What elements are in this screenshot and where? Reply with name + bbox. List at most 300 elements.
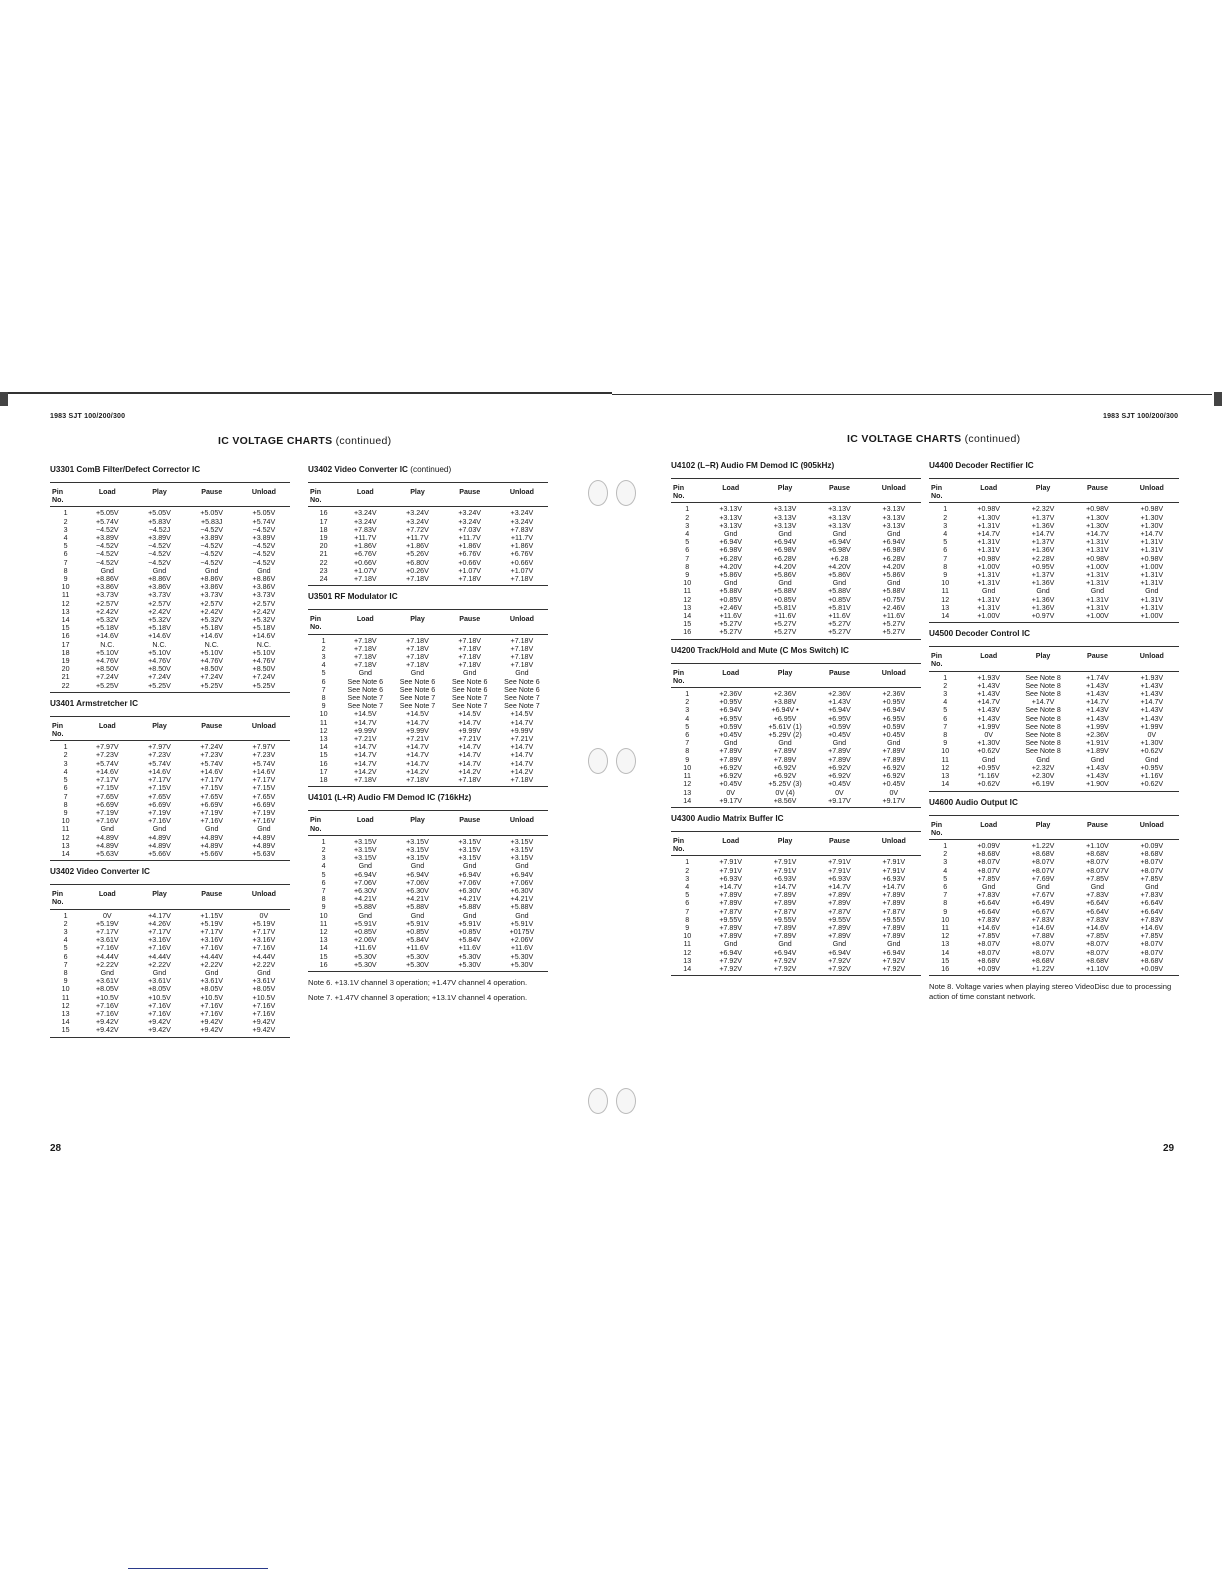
voltage-cell: +3.13V: [828, 521, 851, 530]
voltage-cell: +2.57V: [95, 599, 119, 608]
voltage-cell: 0V (4): [775, 788, 795, 797]
table-row: [50, 567, 290, 575]
voltage-cell: Gnd: [1036, 755, 1050, 764]
table-row: [671, 563, 921, 571]
voltage-cell: +1.31V: [977, 579, 1001, 588]
table-title: U4500 Decoder Control IC: [929, 629, 1031, 639]
voltage-cell: +8.86V: [200, 575, 224, 584]
voltage-cell: +2.46V: [882, 603, 906, 612]
voltage-cell: +3.16V: [252, 936, 276, 945]
voltage-cell: Gnd: [1145, 882, 1159, 891]
voltage-cell: +7.89V: [882, 899, 906, 908]
voltage-cell: +7.92V: [758, 965, 812, 976]
pin-number: 4: [321, 661, 326, 670]
voltage-cell: +6.92V: [828, 772, 851, 781]
voltage-cell: +6.64V: [1140, 899, 1164, 908]
voltage-cell: +7.18V: [353, 653, 377, 662]
pin-number: 10: [941, 747, 950, 756]
voltage-cell: +0.98V: [977, 554, 1001, 563]
voltage-cell: +7.16V: [200, 817, 224, 826]
voltage-cell: −4.52V: [252, 550, 276, 559]
table-row: [50, 682, 290, 693]
pin-number: 2: [685, 866, 690, 875]
voltage-table: [308, 482, 548, 586]
voltage-cell: +7.18V: [339, 575, 391, 586]
voltage-cell: +7.85V: [977, 874, 1001, 883]
pin-number: 3: [63, 759, 68, 768]
voltage-cell: +7.23V: [200, 751, 224, 760]
voltage-cell: +5.86V: [719, 571, 743, 580]
table-row: [50, 842, 290, 850]
voltage-cell: See Note 8: [1025, 706, 1061, 715]
voltage-cell: +7.18V: [510, 653, 534, 662]
table-row: [671, 764, 921, 772]
voltage-cell: +0.45V: [882, 731, 906, 740]
left-column-1: [50, 465, 290, 1044]
voltage-cell: +6.67V: [1031, 907, 1055, 916]
voltage-cell: +5.88V: [773, 587, 797, 596]
voltage-cell: +2.57V: [200, 599, 224, 608]
voltage-cell: See Note 6: [347, 677, 384, 686]
voltage-cell: +6.64V: [977, 899, 1001, 908]
voltage-cell: +7.97V: [95, 743, 119, 752]
table-row: [50, 665, 290, 673]
voltage-cell: Gnd: [778, 579, 792, 588]
voltage-cell: +7.16V: [148, 1001, 171, 1010]
pin-number: 5: [63, 542, 68, 551]
pin-number: 4: [685, 530, 690, 539]
voltage-cell: +5.30V: [353, 952, 377, 961]
voltage-cell: +6.94V: [719, 706, 743, 715]
voltage-cell: +4.20V: [719, 562, 743, 571]
voltage-cell: +7.17V: [252, 927, 276, 936]
table-row: [671, 698, 921, 706]
voltage-cell: +8.07V: [1031, 948, 1055, 957]
header-pause: Pause: [444, 811, 496, 835]
voltage-cell: +11.6V: [828, 612, 851, 621]
voltage-cell: +1.07V: [353, 566, 377, 575]
voltage-cell: +3.24V: [353, 509, 377, 518]
table-row: [929, 682, 1179, 690]
pin-number: 4: [685, 882, 690, 891]
pin-number: 4: [943, 698, 948, 707]
pin-number: 8: [685, 915, 690, 924]
voltage-cell: +14.5V: [510, 710, 534, 719]
pin-number: 16: [929, 965, 962, 976]
voltage-cell: +7.89V: [882, 923, 906, 932]
voltage-cell: +7.91V: [882, 866, 906, 875]
voltage-cell: +1.16V: [1140, 772, 1164, 781]
voltage-cell: +1.31V: [1140, 571, 1164, 580]
voltage-cell: −4.52V: [95, 550, 119, 559]
voltage-cell: +7.18V: [353, 636, 377, 645]
voltage-cell: +7.18V: [406, 653, 429, 662]
table-header-row: [308, 811, 548, 835]
voltage-cell: +7.89V: [882, 932, 906, 941]
voltage-cell: +14.7V: [406, 751, 429, 760]
table-row: [929, 571, 1179, 579]
voltage-cell: +7.18V: [391, 575, 443, 586]
voltage-cell: +0.62V: [977, 747, 1001, 756]
table-row: [50, 591, 290, 599]
voltage-cell: +6.28V: [882, 554, 906, 563]
voltage-cell: +10.5V: [252, 993, 276, 1002]
pin-number: 14: [319, 944, 328, 953]
voltage-cell: Gnd: [723, 739, 738, 748]
pin-number: 7: [321, 685, 326, 694]
voltage-table: [929, 478, 1179, 623]
voltage-cell: +7.83V: [977, 891, 1001, 900]
table-row: [308, 879, 548, 887]
voltage-cell: +5.27V: [704, 628, 758, 639]
voltage-cell: +4.44V: [95, 952, 119, 961]
voltage-cell: +1.30V: [977, 513, 1001, 522]
pin-number: 14: [683, 612, 692, 621]
header-no-label: No.: [931, 660, 943, 669]
pin-number: 4: [63, 767, 68, 776]
voltage-table: [308, 609, 548, 787]
voltage-cell: +3.73V: [200, 591, 224, 600]
pin-number: 7: [943, 722, 948, 731]
table-row: [671, 867, 921, 875]
table-row: [308, 953, 548, 961]
voltage-cell: +5.27V: [719, 620, 743, 629]
voltage-cell: +8.07V: [1031, 866, 1055, 875]
voltage-cell: +6.93V: [882, 874, 906, 883]
voltage-cell: +14.6V: [95, 632, 119, 641]
voltage-cell: +8.50V: [95, 665, 119, 674]
voltage-cell: +5.27V: [773, 620, 797, 629]
header-pause: Pause: [812, 831, 866, 855]
voltage-cell: Gnd: [1145, 755, 1159, 764]
voltage-cell: See Note 8: [1025, 690, 1061, 699]
voltage-cell: +7.18V: [406, 644, 429, 653]
table-row: [308, 903, 548, 911]
table-header-row: [671, 831, 921, 855]
table-row: [50, 518, 290, 526]
table-row: [671, 772, 921, 780]
voltage-cell: +2.36V: [828, 690, 851, 699]
voltage-cell: +5.30V: [496, 961, 548, 972]
voltage-cell: +5.86V: [882, 571, 906, 580]
voltage-cell: +0.75V: [882, 595, 906, 604]
voltage-cell: +4.89V: [200, 841, 224, 850]
header-pin: [929, 815, 962, 839]
voltage-cell: +10.5V: [148, 993, 171, 1002]
voltage-cell: +5.88V: [828, 587, 851, 596]
voltage-cell: +1.00V: [1140, 562, 1164, 571]
table-title: U3501 RF Modulator IC: [308, 592, 398, 602]
voltage-cell: Gnd: [1036, 882, 1050, 891]
pin-number: 17: [319, 517, 328, 526]
header-no-label: No.: [310, 623, 322, 632]
table-row: [671, 965, 921, 976]
table-row: [929, 698, 1179, 706]
voltage-cell: +0.85V: [828, 595, 851, 604]
header-pause: Pause: [444, 610, 496, 634]
pin-number: 19: [61, 657, 70, 666]
table-row: [50, 1002, 290, 1010]
voltage-cell: +9.17V: [867, 797, 921, 808]
pin-number: 13: [683, 788, 692, 797]
voltage-cell: +11.6V: [882, 612, 905, 621]
pin-number: 14: [671, 797, 704, 808]
voltage-cell: +3.73V: [252, 591, 276, 600]
table-row: [308, 678, 548, 686]
header-no-label: No.: [52, 730, 64, 739]
voltage-cell: *1.16V: [978, 772, 1000, 781]
header-pin: [671, 479, 704, 503]
voltage-cell: +2.36V: [719, 690, 743, 699]
voltage-cell: +14.7V: [353, 751, 377, 760]
running-head: 1983 SJT 100/200/300: [1103, 413, 1179, 420]
voltage-cell: +3.13V: [882, 505, 906, 514]
table-row: [929, 690, 1179, 698]
voltage-cell: +3.61V: [95, 977, 119, 986]
running-head: 1983 SJT 100/200/300: [50, 413, 126, 420]
voltage-cell: +5.19V: [200, 919, 224, 928]
table-row: [929, 772, 1179, 780]
voltage-cell: +7.18V: [496, 575, 548, 586]
header-no-label: No.: [52, 898, 64, 907]
voltage-cell: +9.99V: [510, 726, 534, 735]
voltage-cell: Gnd: [462, 862, 477, 871]
voltage-cell: +6.94V: [828, 948, 851, 957]
voltage-cell: +0.45V: [828, 731, 851, 740]
table-row: [50, 657, 290, 665]
table-title: U3401 Armstretcher IC: [50, 698, 138, 708]
voltage-cell: +0.59V: [828, 722, 851, 731]
voltage-cell: +14.7V: [1086, 698, 1109, 707]
table-row: [50, 793, 290, 801]
table-row: [50, 641, 290, 649]
voltage-cell: +9.42V: [186, 1026, 238, 1037]
voltage-cell: Gnd: [462, 669, 477, 678]
pin-number: 1: [943, 505, 948, 514]
voltage-cell: +0.09V: [1125, 965, 1179, 976]
voltage-cell: See Note 6: [451, 677, 488, 686]
voltage-cell: +7.18V: [458, 644, 482, 653]
voltage-cell: +6.69V: [148, 800, 171, 809]
table-row: [671, 756, 921, 764]
voltage-cell: Gnd: [358, 862, 372, 871]
voltage-cell: +2.36V: [773, 690, 797, 699]
voltage-cell: +6.93V: [719, 874, 743, 883]
voltage-cell: +0.62V: [962, 780, 1016, 791]
voltage-cell: +5.25V: [238, 682, 290, 693]
voltage-cell: +3.86V: [95, 583, 119, 592]
voltage-cell: +11.6V: [354, 944, 377, 953]
voltage-cell: +1.91V: [1086, 739, 1109, 748]
pin-number: 3: [685, 706, 690, 715]
voltage-cell: Gnd: [887, 739, 901, 748]
voltage-cell: +6.28: [830, 554, 849, 563]
voltage-cell: +7.16V: [252, 817, 276, 826]
table-row: [929, 723, 1179, 731]
voltage-cell: Gnd: [887, 579, 901, 588]
table-row: [50, 969, 290, 977]
voltage-cell: +3.24V: [510, 517, 534, 526]
header-load: Load: [962, 815, 1016, 839]
pin-number: 10: [319, 710, 328, 719]
voltage-cell: +1.30V: [1086, 513, 1109, 522]
voltage-cell: +6.92V: [773, 763, 797, 772]
voltage-cell: +14.7V: [882, 882, 906, 891]
table-row: [671, 908, 921, 916]
voltage-cell: +2.28V: [1031, 554, 1055, 563]
voltage-cell: +7.92V: [719, 956, 743, 965]
voltage-cell: +7.83V: [1031, 915, 1055, 924]
header-play: Play: [133, 483, 185, 507]
pin-number: 4: [943, 530, 948, 539]
voltage-cell: +3.86V: [148, 583, 171, 592]
table-row: [308, 912, 548, 920]
pin-number: 18: [319, 525, 328, 534]
bottom-scan-line: [128, 1568, 268, 1569]
voltage-cell: Gnd: [257, 566, 271, 575]
voltage-cell: −4.52J: [148, 525, 171, 534]
voltage-cell: +4.89V: [148, 841, 171, 850]
voltage-cell: +14.7V: [977, 530, 1001, 539]
voltage-cell: +0.95V: [1031, 562, 1055, 571]
voltage-cell: −4.52V: [95, 542, 119, 551]
voltage-cell: +1.36V: [1031, 521, 1055, 530]
voltage-cell: +6.94V: [773, 948, 797, 957]
header-load: Load: [704, 831, 758, 855]
voltage-cell: +1.10V: [1086, 841, 1109, 850]
voltage-cell: +6.98V: [719, 546, 743, 555]
header-no-label: No.: [673, 845, 685, 854]
table-u4102: [671, 461, 921, 640]
voltage-cell: +7.19V: [200, 808, 224, 817]
voltage-cell: +7.83V: [1140, 915, 1164, 924]
voltage-cell: +14.7V: [510, 759, 534, 768]
voltage-cell: +1.43V: [1140, 714, 1164, 723]
voltage-cell: +0.09V: [962, 965, 1016, 976]
voltage-cell: +0.98V: [1140, 505, 1164, 514]
table-row: [671, 596, 921, 604]
voltage-cell: +7.06V: [353, 878, 377, 887]
pin-number: 7: [685, 554, 690, 563]
voltage-cell: +7.89V: [828, 891, 851, 900]
voltage-cell: +7.89V: [719, 923, 743, 932]
table-row: [50, 741, 290, 752]
pin-number: 22: [319, 558, 328, 567]
voltage-cell: +5.66V: [133, 850, 185, 861]
voltage-cell: +3.13V: [719, 513, 743, 522]
pin-number: 14: [929, 780, 962, 791]
voltage-cell: +8.68V: [1086, 956, 1109, 965]
pin-number: 10: [61, 985, 70, 994]
voltage-cell: +7.67V: [1031, 891, 1055, 900]
voltage-cell: See Note 7: [347, 702, 384, 711]
table-title-suffix: (continued): [410, 465, 452, 474]
table-row: [308, 854, 548, 862]
voltage-cell: +7.24V: [148, 673, 171, 682]
table-row: [308, 669, 548, 677]
table-row: [308, 743, 548, 751]
voltage-cell: +1.31V: [1086, 579, 1109, 588]
table-row: [50, 624, 290, 632]
voltage-cell: +7.21V: [406, 735, 429, 744]
table-row: [50, 936, 290, 944]
voltage-cell: +8.50V: [148, 665, 171, 674]
voltage-cell: +3.15V: [510, 845, 534, 854]
voltage-cell: +3.24V: [458, 509, 482, 518]
voltage-cell: +5.25V: [186, 682, 238, 693]
voltage-cell: +14.6V: [148, 767, 171, 776]
pin-number: 13: [683, 603, 692, 612]
table-row: [671, 530, 921, 538]
voltage-cell: +2.06V: [353, 936, 377, 945]
table-row: [308, 944, 548, 952]
table-row: [308, 735, 548, 743]
table-row: [671, 957, 921, 965]
voltage-cell: +4.21V: [510, 895, 534, 904]
voltage-cell: +6.94V: [719, 538, 743, 547]
voltage-cell: +6.64V: [1086, 899, 1109, 908]
pin-number: 13: [319, 735, 328, 744]
voltage-cell: +1.43V: [828, 698, 851, 707]
table-row: [50, 616, 290, 624]
voltage-cell: Gnd: [832, 530, 847, 539]
table-title: U4400 Decoder Rectifier IC: [929, 461, 1034, 470]
pin-number: 12: [683, 595, 692, 604]
table-row: [308, 871, 548, 879]
pin-number: 4: [321, 862, 326, 871]
voltage-cell: Gnd: [832, 739, 847, 748]
voltage-cell: +1.15V: [200, 911, 224, 920]
voltage-cell: +14.7V: [458, 759, 482, 768]
table-row: [671, 891, 921, 899]
voltage-cell: +0.45V: [828, 780, 851, 789]
voltage-cell: +7.18V: [353, 661, 377, 670]
voltage-cell: +14.6V: [95, 767, 119, 776]
pin-number: 3: [943, 858, 948, 867]
voltage-cell: +0.62V: [1125, 780, 1179, 791]
table-row: [308, 567, 548, 575]
voltage-cell: +7.89V: [773, 755, 797, 764]
voltage-cell: +7.83V: [1086, 891, 1109, 900]
table-row: [50, 768, 290, 776]
voltage-cell: +9.17V: [812, 797, 866, 808]
voltage-cell: +3.16V: [200, 936, 224, 945]
table-row: [929, 546, 1179, 554]
voltage-cell: +14.7V: [1140, 698, 1164, 707]
page-title: [218, 435, 391, 447]
table-header-row: [929, 647, 1179, 671]
voltage-cell: −4.52V: [148, 550, 171, 559]
pin-number: 5: [63, 776, 68, 785]
table-u4200: [671, 646, 921, 808]
pin-number: 22: [50, 682, 81, 693]
voltage-cell: +6.76V: [353, 550, 377, 559]
header-pin: [50, 885, 81, 909]
header-pause: Pause: [186, 885, 238, 909]
header-no-label: No.: [52, 496, 64, 505]
header-load: Load: [81, 716, 133, 740]
header-pin-label: Pin: [52, 488, 64, 496]
voltage-cell: +1.99V: [1140, 722, 1164, 731]
voltage-cell: +7.24V: [252, 673, 276, 682]
voltage-cell: +3.24V: [406, 517, 429, 526]
header-no-label: No.: [931, 492, 943, 501]
voltage-cell: +4.20V: [773, 562, 797, 571]
voltage-cell: +6.94V: [882, 538, 906, 547]
table-row: [50, 673, 290, 681]
voltage-cell: +7.18V: [510, 661, 534, 670]
voltage-cell: +7.87V: [828, 907, 851, 916]
